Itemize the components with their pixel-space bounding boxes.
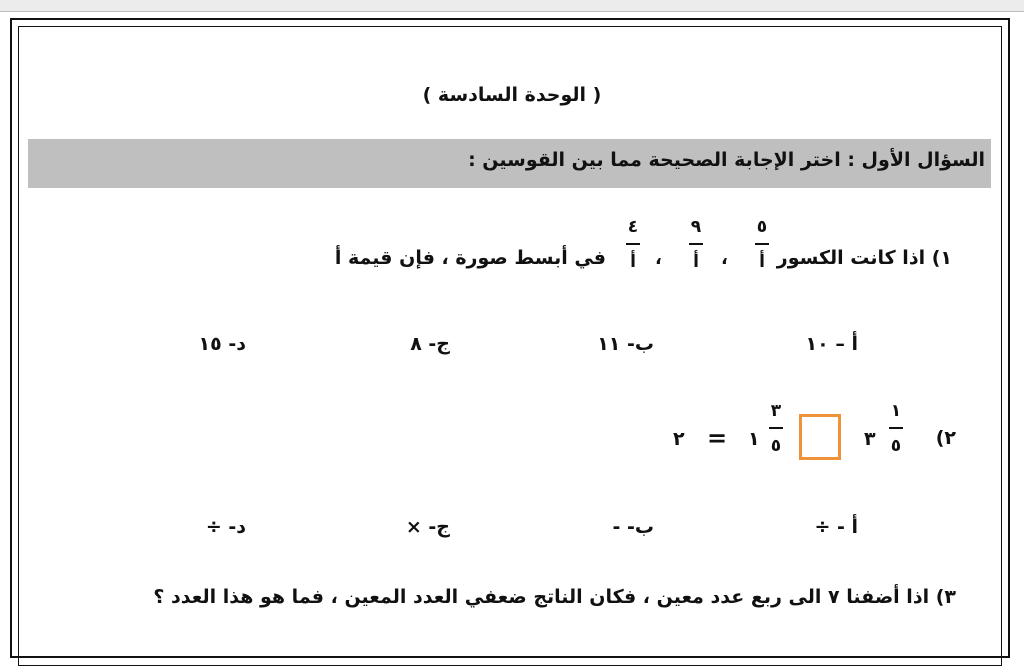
q1-fraction-3-denominator: أ <box>630 251 636 272</box>
fraction-bar <box>889 427 903 429</box>
fraction-bar <box>755 243 769 245</box>
q2-left-fraction <box>885 400 907 457</box>
q1-fraction-2-denominator: أ <box>693 251 699 272</box>
fraction-bar <box>769 427 783 429</box>
q2-left-denominator: ٥ <box>890 435 902 456</box>
q2-option-b[interactable]: ب- - <box>612 516 654 538</box>
q1-text-start: ١) اذا كانت الكسور <box>776 247 952 269</box>
fraction-bar <box>626 243 640 245</box>
q1-option-b[interactable]: ب- ١١ <box>597 333 654 355</box>
q3-text: ٣) اذا أضفنا ٧ الى ربع عدد معين ، فكان الناتج ضعفي العدد المعين ، فما هو هذا العدد ؟ <box>153 586 956 608</box>
q2-result: ٢ <box>673 428 685 450</box>
question-header-text: السؤال الأول : اختر الإجابة الصحيحة مما بين القوسين : <box>468 149 985 171</box>
q1-fraction-1-numerator: ٥ <box>756 217 768 237</box>
q1-text-end: في أبسط صورة ، فإن قيمة أ <box>334 247 606 269</box>
q1-fraction-2 <box>685 216 707 273</box>
q2-right-denominator: ٥ <box>770 435 782 456</box>
q1-fraction-1-denominator: أ <box>759 251 765 272</box>
unit-title: ( الوحدة السادسة ) <box>422 84 602 106</box>
q1-option-a[interactable]: أ – ١٠ <box>805 333 858 355</box>
question-header-bar <box>28 139 991 188</box>
q2-option-a[interactable]: أ - ÷ <box>814 516 858 538</box>
q2-right-fraction <box>765 400 787 457</box>
q2-right-numerator: ٣ <box>770 401 782 421</box>
q2-left-numerator: ١ <box>890 401 902 421</box>
q1-separator-1: ، <box>721 248 728 269</box>
q1-fraction-3-numerator: ٤ <box>627 217 639 237</box>
q1-separator-2: ، <box>655 248 662 269</box>
q1-option-c[interactable]: ج- ٨ <box>410 333 450 355</box>
operation-answer-box[interactable] <box>799 414 841 460</box>
q2-equals-sign: = <box>707 424 728 452</box>
window-top-edge <box>0 0 1024 12</box>
fraction-bar <box>689 243 703 245</box>
q2-right-whole: ١ <box>748 428 760 450</box>
q1-option-d[interactable]: د- ١٥ <box>198 333 246 355</box>
q2-option-d[interactable]: د- ÷ <box>205 516 246 538</box>
q1-fraction-2-numerator: ٩ <box>690 217 702 237</box>
q2-number: ٢) <box>935 427 956 449</box>
q2-left-whole: ٣ <box>864 428 876 450</box>
q1-fraction-3 <box>622 216 644 273</box>
q1-fraction-1 <box>751 216 773 273</box>
q2-option-c[interactable]: ج- × <box>405 516 450 538</box>
